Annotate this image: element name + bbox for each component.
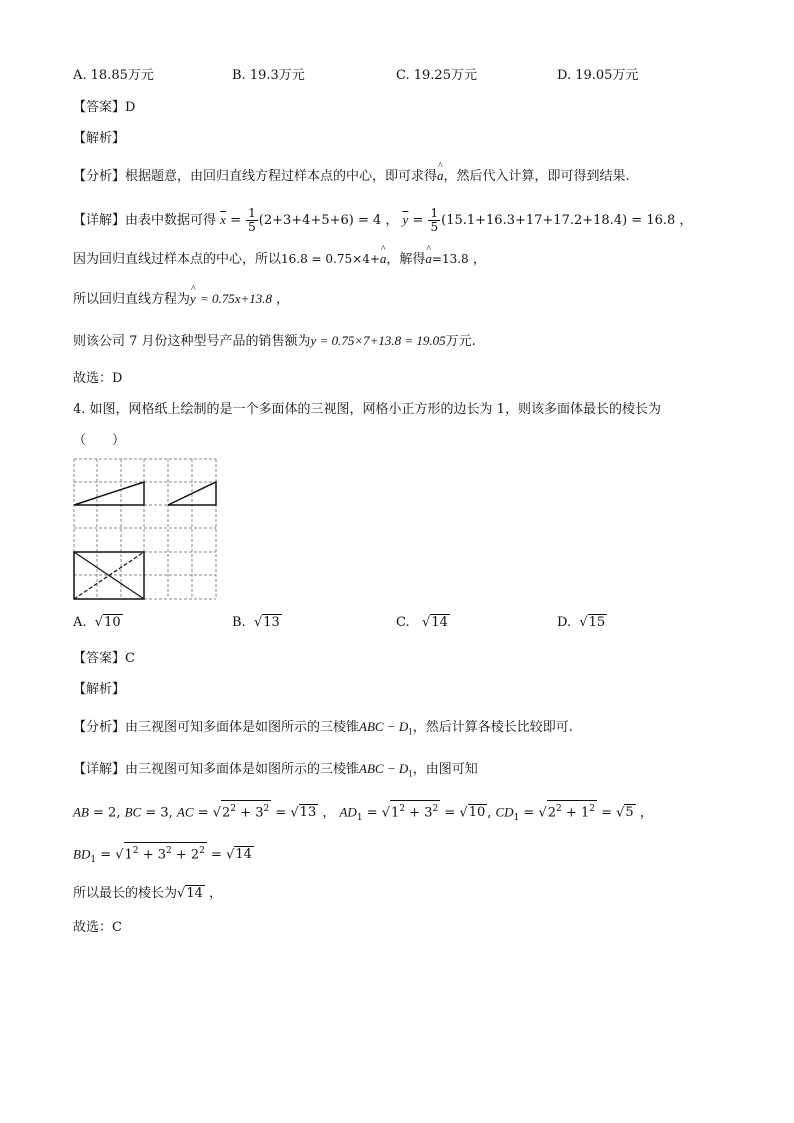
- fraction-one-fifth-2: $\frac{1}{5}$: [430, 206, 439, 234]
- q4-option-d-value: 15: [588, 615, 606, 630]
- line4-unit: 万元.: [445, 334, 476, 349]
- q4-analysis-tag: 【解析】: [73, 682, 126, 697]
- q4-option-a-label: A.: [73, 615, 87, 630]
- q3-line3: 所以回归直线方程为^ y = 0.75x+13.8 ，: [73, 289, 289, 310]
- q4-xiangjie-text: 由三视图可知多面体是如图所示的三棱锥: [125, 762, 360, 777]
- answer-tag: 【答案】: [73, 100, 126, 115]
- q4-xiangjie-tag: 【详解】: [73, 762, 126, 777]
- q4-longest-value: 14: [186, 886, 203, 901]
- q4-xiangjie-text-2: ，由图可知: [412, 762, 478, 777]
- q4-option-c-label: C.: [396, 615, 410, 630]
- pyramid-name-2: ABC − $D_1$: [359, 761, 413, 779]
- q4-option-b-label: B.: [232, 615, 246, 630]
- q4-fenxi: [73, 717, 573, 742]
- q4-answer: [73, 649, 135, 669]
- fenxi-tag: 【分析】: [73, 169, 126, 184]
- line2-result: =13.8: [431, 252, 469, 266]
- q4-paren: （ ）: [73, 433, 126, 448]
- front-view: [74, 482, 144, 505]
- fraction-one-fifth: $\frac{1}{5}$: [248, 206, 256, 234]
- q4-option-d-label: D.: [557, 615, 572, 630]
- y-sum: (15.1+16.3+17+17.2+18.4) = 16.8: [441, 213, 676, 228]
- q4-option-a: A. √10: [73, 615, 121, 630]
- fenxi-text-2: ，然后代入计算，即可得到结果.: [443, 169, 630, 184]
- q4-option-c-value: 14: [431, 615, 448, 630]
- line4-text: 则该公司 7 月份这种型号产品的销售额为: [73, 334, 311, 349]
- q4-option-b-value: 13: [263, 615, 280, 630]
- q4-longest: 所以最长的棱长为√14 ，: [73, 886, 222, 901]
- q4-answer-value: C: [125, 651, 135, 666]
- q4-xiangjie: [73, 759, 478, 784]
- line3-eq: = 0.75x+13.8: [199, 291, 273, 306]
- line2-text-b: ，解得: [386, 252, 426, 267]
- q3-fenxi: [73, 166, 630, 187]
- three-view-figure: [73, 458, 217, 600]
- q3-answer: [73, 98, 135, 118]
- line2-eq: 16.8 = 0.75×4+: [281, 252, 380, 266]
- fenxi-text-1: 根据题意，由回归直线方程过样本点的中心，即可求得: [125, 169, 438, 184]
- a-hat-3: ^ a: [425, 249, 432, 269]
- xiangjie-text: 由表中数据可得: [125, 213, 217, 228]
- y-hat: ^ y: [190, 289, 196, 309]
- x-bar: $\overline{x}$: [220, 212, 226, 227]
- q3-line4: [73, 331, 476, 352]
- option-a: A. 18.85万元: [73, 68, 154, 83]
- a-hat-symbol: ^ a: [437, 168, 444, 183]
- q4-longest-text: 所以最长的棱长为: [73, 886, 178, 901]
- line3-text: 所以回归直线方程为: [73, 292, 191, 307]
- q4-option-b: B. √13: [232, 615, 280, 630]
- q4-fenxi-text-2: ，然后计算各棱长比较即可.: [412, 720, 573, 735]
- line2-text: 因为回归直线过样本点的中心，所以: [73, 252, 282, 267]
- option-b: B. 19.3万元: [232, 68, 305, 83]
- q3-xiangjie: 【详解】由表中数据可得 $\overline{x}$ = $\frac{1}{5}$ (2+3+4+5+6) = 4 ， $\overline{y}$ = $\frac{1}{5}$ (15.1+16.3+17+17.2+18.4) = 16.8 ，: [73, 206, 693, 234]
- line4-eq: y = 0.75×7+13.8 = 19.05: [310, 333, 446, 348]
- q4-stem: 4. 如图，网格纸上绘制的是一个多面体的三视图，网格小正方形的边长为 1，则该多面体最长的棱长为: [73, 402, 661, 417]
- option-d: D. 19.05万元: [557, 68, 639, 83]
- q4-answer-tag: 【答案】: [73, 651, 126, 666]
- q4-fenxi-text-1: 由三视图可知多面体是如图所示的三棱锥: [125, 720, 360, 735]
- option-c: C. 19.25万元: [396, 68, 477, 83]
- xiangjie-tag: 【详解】: [73, 213, 126, 228]
- q4-option-c: C. √14: [396, 615, 448, 630]
- q3-choice: 故选：D: [73, 371, 123, 386]
- pyramid-name: ABC − $D_1$: [359, 719, 413, 737]
- x-sum: (2+3+4+5+6) = 4: [258, 213, 382, 228]
- q4-choice: 故选：C: [73, 920, 122, 935]
- q4-fenxi-tag: 【分析】: [73, 720, 126, 735]
- q4-option-d: D. √15: [557, 615, 606, 630]
- answer-value: D: [125, 100, 136, 115]
- q4-edge-lengths-1: AB = 2, BC = 3, AC = $√2^2 + 3^2 = √13$ ， $AD_1 = √1^2 + 3^2 = √10$ , $CD_1 = √2^2 + 1^2 = √5$ ，: [73, 800, 653, 828]
- q4-edge-lengths-2: $BD_1 = √1^2 + 3^2 + 2^2 = √14$: [73, 842, 254, 870]
- q3-analysis-tag: 【解析】: [73, 131, 126, 146]
- q3-line2: 因为回归直线过样本点的中心，所以16.8 = 0.75×4+^ a，解得^ a=13.8 ，: [73, 249, 486, 270]
- y-bar: $\overline{y}$: [402, 212, 409, 227]
- q4-option-a-value: 10: [104, 615, 121, 630]
- a-hat-2: ^ a: [380, 249, 387, 269]
- grid-lines: [74, 459, 216, 599]
